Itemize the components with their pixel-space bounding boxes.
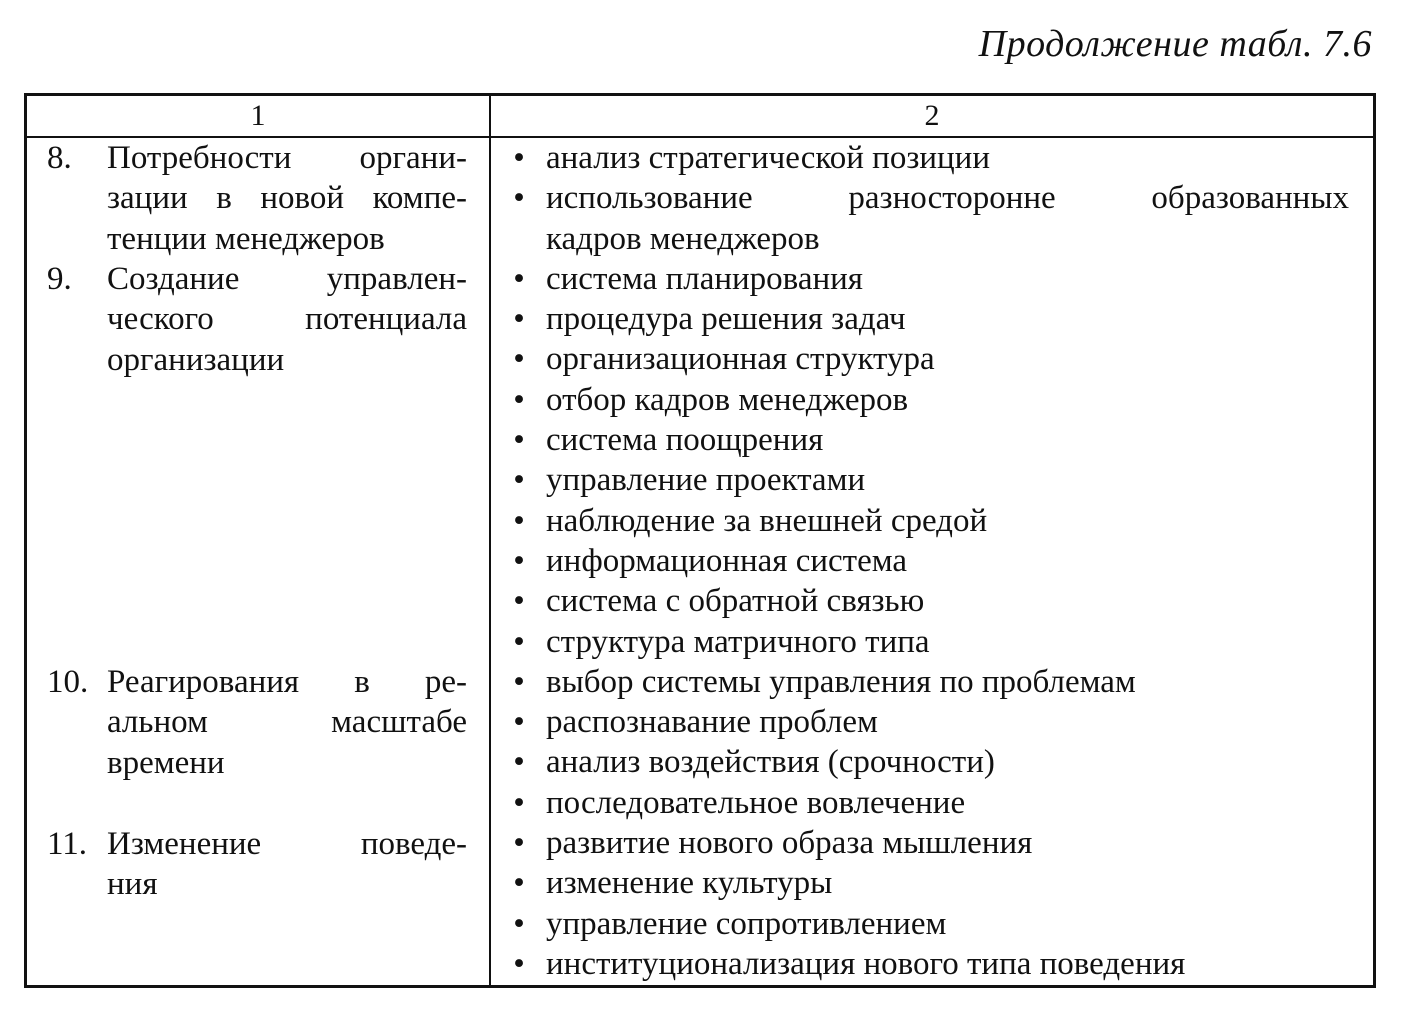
row-text-line: Изменение поведе- [107,826,467,862]
list-item [491,742,1373,782]
list-item-text: использование разносторонне образованных [546,180,1349,217]
list-item [491,138,1373,178]
list-item [491,299,1373,339]
list-item-text: анализ стратегической позиции [546,140,991,176]
row-text-line: тенции менеджеров [107,220,385,257]
bullet-icon: • [513,905,525,942]
list-item-text: система с обратной связью [546,583,925,620]
header-cell-1: 1 [250,99,266,132]
list-item [491,823,1373,863]
list-item-text: система планирования [546,260,863,297]
list-item-text: изменение культуры [546,865,833,902]
list-item-text: кадров менеджеров [546,220,820,257]
row-number: 10. [47,664,89,700]
row-text-line: Реагирования в ре- [107,664,467,700]
list-item [491,662,1373,702]
list-item-text: структура матричного типа [546,623,930,660]
list-item [491,863,1373,903]
list-item [491,380,1373,420]
bullet-icon: • [513,341,525,378]
list-item-text: наблюдение за внешней средой [546,502,988,539]
list-item [491,904,1373,944]
row-text [107,138,467,259]
list-item-text: процедура решения задач [546,301,906,338]
list-item [491,178,1373,218]
row-text [107,824,467,905]
bullet-icon: • [513,180,525,217]
header-cell-2: 2 [924,99,940,132]
row-text-line: альном масштабе [107,704,467,741]
list-item [491,259,1373,299]
row-number: 11. [47,826,88,862]
list-item-text: система поощрения [546,422,824,459]
bullet-icon: • [513,301,525,338]
list-item [491,944,1373,984]
list-item-text: последовательное вовлечение [546,784,966,821]
table-body [27,138,1373,985]
bullet-icon: • [513,381,525,418]
bullet-icon: • [513,502,525,539]
list-item [491,581,1373,621]
row-text-line: времени [107,744,225,781]
bullet-icon: • [513,260,525,297]
row-text-line: зации в новой компе- [107,180,467,217]
bullet-icon: • [513,623,525,660]
bullet-icon: • [513,744,525,781]
list-item-continuation [491,219,1373,259]
list-item-text: управление сопротивлением [546,905,947,942]
row-text-line: ния [107,866,158,903]
bullet-icon: • [513,784,525,821]
bullet-icon: • [513,422,525,459]
bullet-icon: • [513,583,525,620]
list-item-text: организационная структура [546,341,935,378]
list-item [491,339,1373,379]
row-number: 8. [47,140,72,176]
list-item-text: распознавание проблем [546,704,878,741]
table-header-row [27,96,1373,138]
bullet-icon: • [513,704,525,741]
row-text [107,662,467,783]
list-item [491,501,1373,541]
bullet-icon: • [513,945,525,982]
row-text-line: Создание управлен- [107,261,467,297]
bullet-icon: • [513,825,525,862]
row-number: 9. [47,261,72,297]
list-item [491,622,1373,662]
bullet-icon: • [513,542,525,579]
list-item-text: отбор кадров менеджеров [546,381,909,418]
list-item [491,460,1373,500]
list-item [491,420,1373,460]
list-item-text: развитие нового образа мышления [546,825,1033,862]
list-item [491,702,1373,742]
row-text-line: организации [107,341,285,378]
bullet-icon: • [513,140,525,176]
list-item [491,783,1373,823]
bullet-icon: • [513,865,525,902]
row-text [107,259,467,380]
list-item-text: выбор системы управления по проблемам [546,663,1136,700]
bullet-icon: • [513,462,525,499]
list-item [491,541,1373,581]
row-text-line: Потребности органи- [107,140,467,176]
right-column [491,138,1373,984]
row-text-line: ческого потенциала [107,301,467,338]
list-item-text: управление проектами [546,462,866,499]
list-item-text: институционализация нового типа поведения [546,945,1186,982]
table-caption: Продолжение табл. 7.6 [978,23,1372,65]
list-item-text: информационная система [546,542,908,579]
table [24,93,1376,988]
bullet-icon: • [513,663,525,700]
list-item-text: анализ воздействия (срочности) [546,744,995,781]
